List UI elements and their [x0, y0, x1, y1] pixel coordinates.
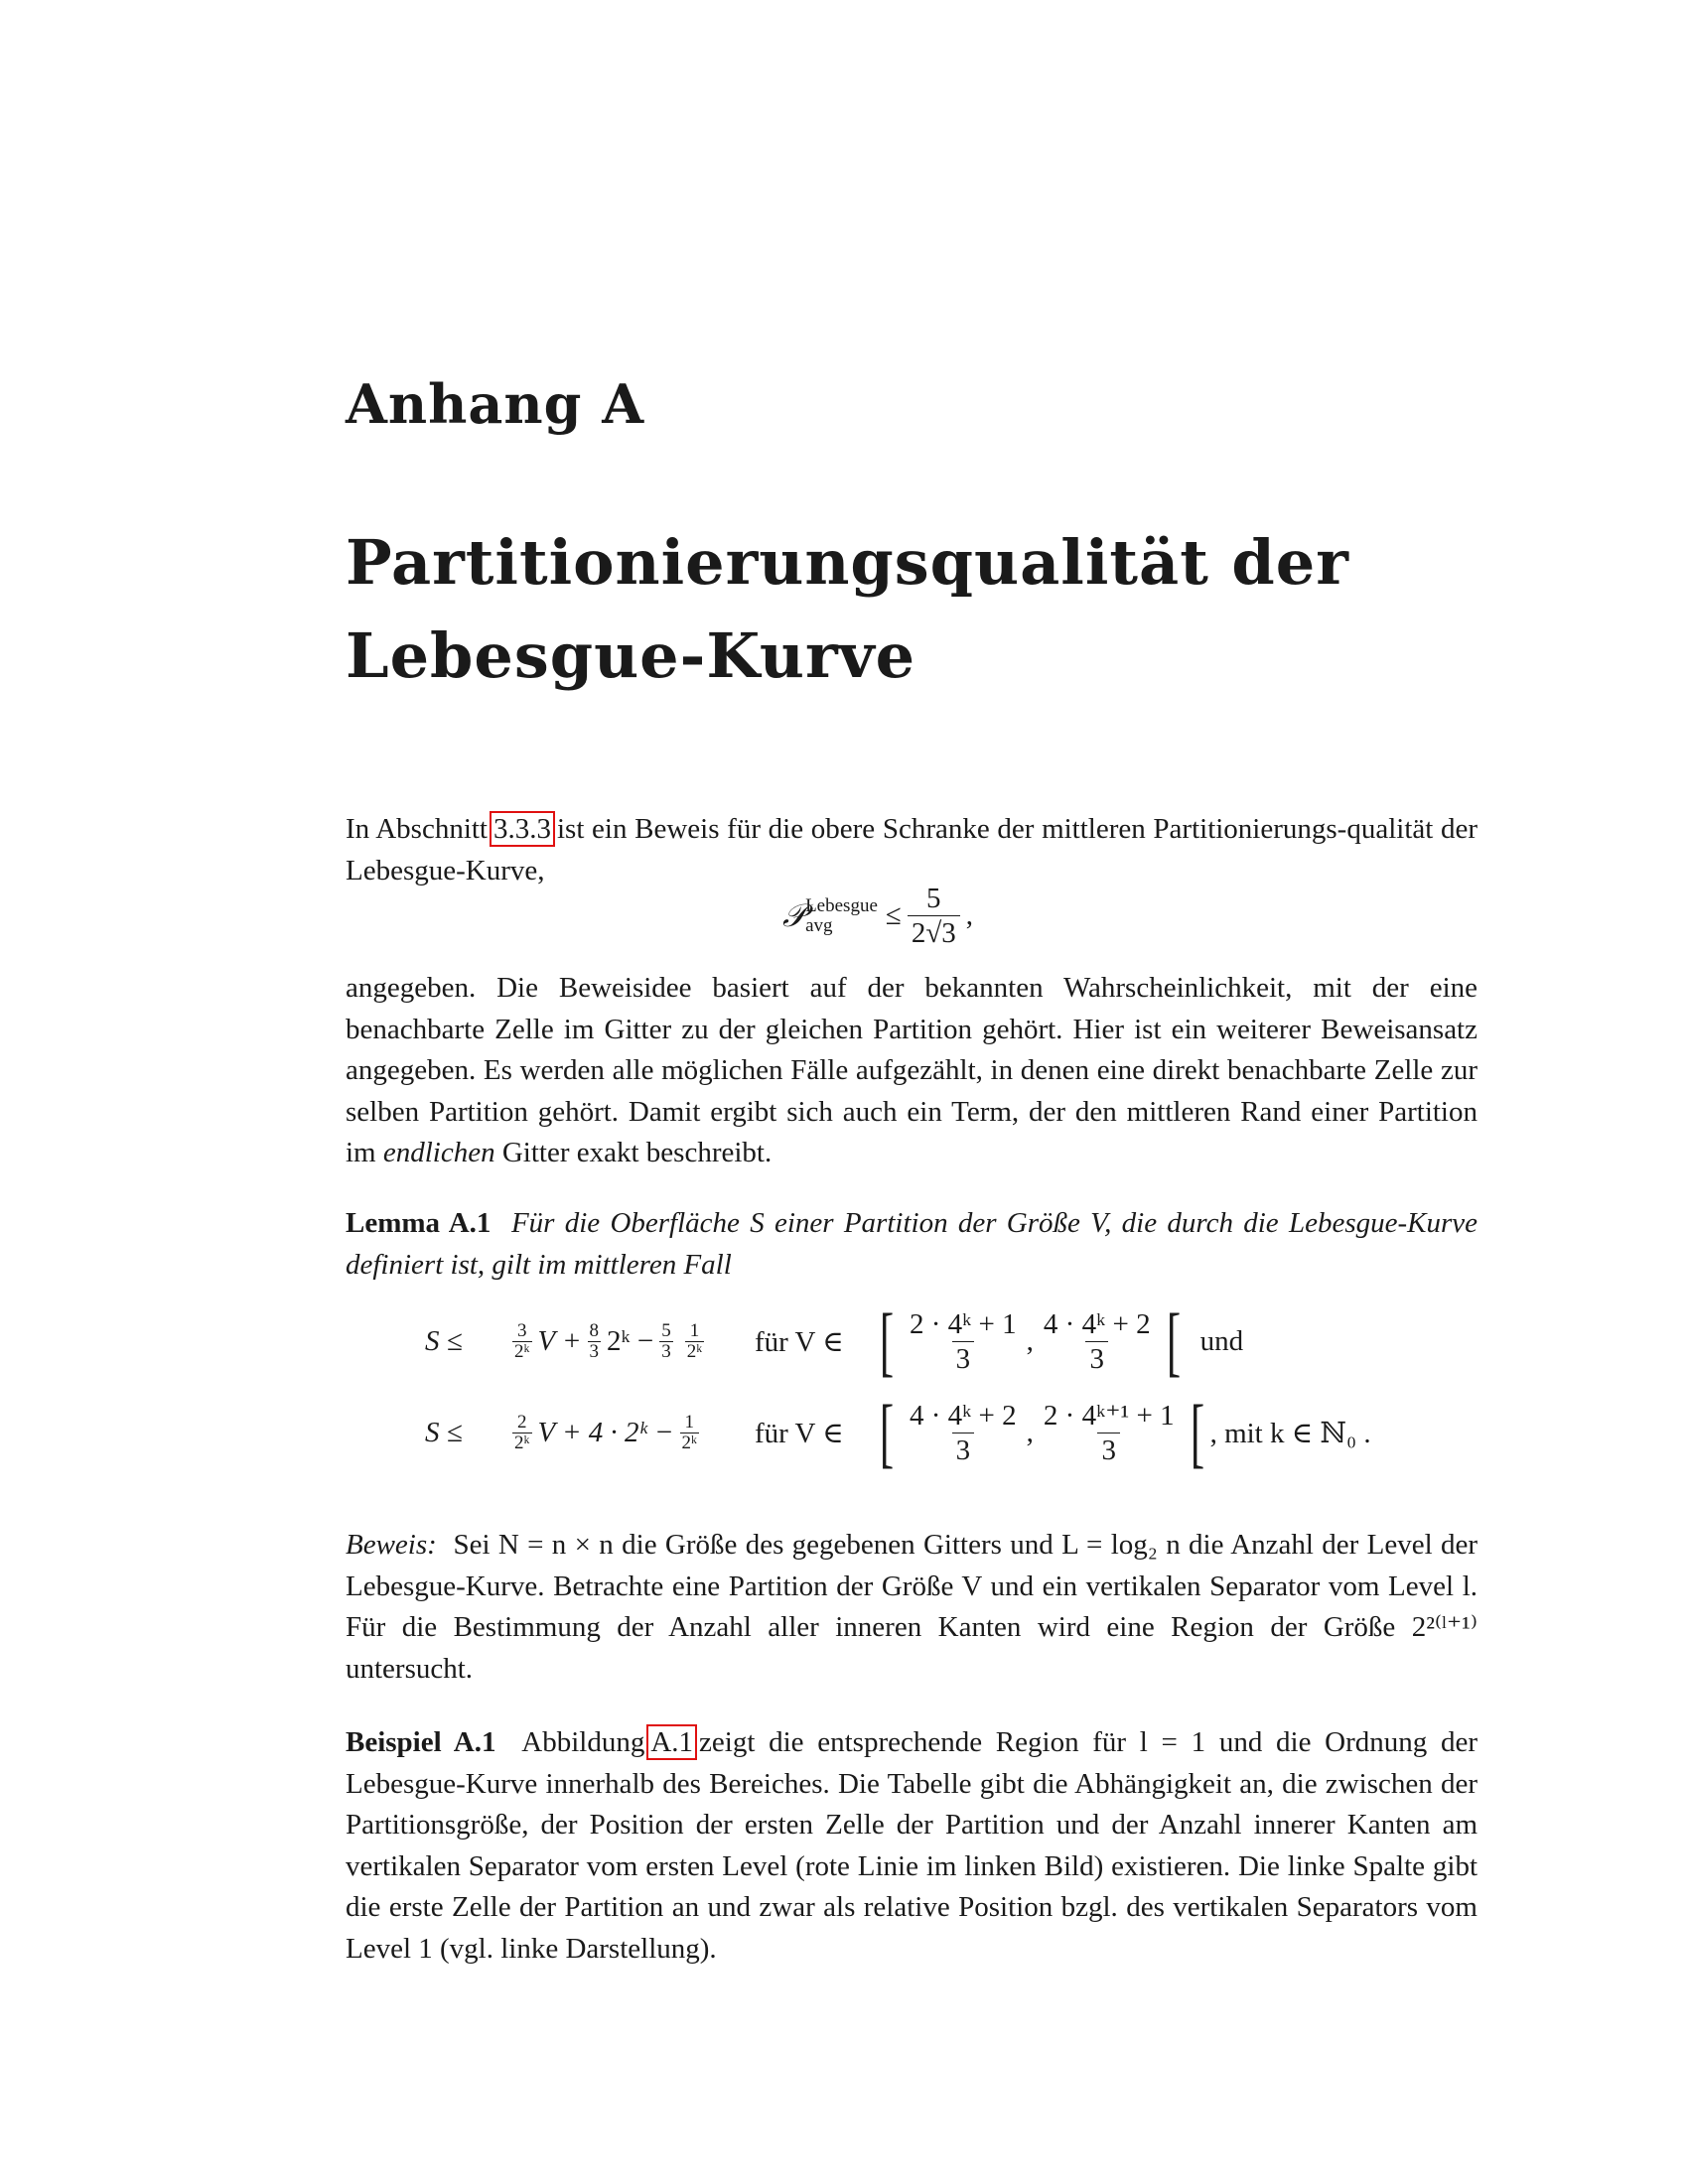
lemma-equations [425, 1296, 1477, 1478]
bound-formula [782, 882, 973, 950]
equation-lhs: S ≤ [425, 1416, 463, 1448]
lemma-statement: Für die Oberfläche S einer Partition der Größe V, die durch die Lebesgue-Kurve definiert ist, gilt im mittleren Fall [346, 1207, 1477, 1281]
proof-paragraph [346, 1525, 1477, 1690]
interval-left-bracket: [ [879, 1389, 895, 1475]
interval-left-bracket: [ [879, 1297, 895, 1384]
explanation-text-start: angegeben. Die Beweisidee basiert auf der bekannten Wahrscheinlichkeit, mit der eine benachbarte Zelle im Gitter zu der gleichen Partition gehört. Hier ist ein weiterer Beweisansatz angegeben. Es werden alle möglichen Fälle aufgezählt, in denen eine direkt benachbarte Zelle zur selben Partition gehört. Damit ergibt sich auch ein Term, der den mittleren Rand einer Partition im [346, 972, 1477, 1168]
chapter-title-line-1: Partitionierungsqualität der [346, 526, 1349, 599]
proof-label: Beweis: [346, 1529, 437, 1561]
intro-paragraph [346, 809, 1477, 891]
chapter-title [346, 516, 1477, 703]
formula-comma: , [965, 899, 973, 931]
example-text-end: zeigt die entsprechende Region für l = 1 und die Ordnung der Lebesgue-Kurve innerhalb des Bereiches. Die Tabelle gibt die Abhängigkeit an, die zwischen der Partitionsgröße, der Position der ersten Zelle der Partition und der Anzahl innerer Kanten am vertikalen Separator vom ersten Level (rote Linie im linken Bild) existieren. Die linke Spalte gibt die erste Zelle der Partition an und zwar als relative Position bzgl. des vertikalen Separators vom Level 1 (vgl. linke Darstellung). [346, 1726, 1477, 1965]
chapter-label: Anhang A [346, 372, 645, 436]
example-label: Beispiel A.1 [346, 1726, 496, 1758]
example-paragraph [346, 1722, 1477, 1970]
interval-right-bracket: [ [1190, 1389, 1204, 1475]
chapter-title-line-2: Lebesgue-Kurve [346, 619, 916, 692]
lemma-block [346, 1203, 1477, 1286]
proof-text: Sei N = n × n die Größe des gegebenen Gitters und L = log₂ n die Anzahl der Level der Lebesgue-Kurve. Betrachte eine Partition der Größe V und ein vertikalen Separator vom Level l. Für die Bestimmung der Anzahl aller inneren Kanten wird eine Region der Größe 2²⁽ˡ⁺¹⁾ untersucht. [346, 1529, 1477, 1685]
equation-condition: für V ∈ [755, 1417, 844, 1449]
explanation-text-end: Gitter exakt beschreibt. [501, 1137, 773, 1168]
formula-denominator: 2√3 [908, 915, 960, 950]
formula-fraction [908, 882, 960, 950]
emphasis-word: endlichen [382, 1137, 495, 1168]
formula-superscript: Lebesgue [805, 894, 878, 916]
section-reference-link[interactable]: 3.3.3 [490, 811, 555, 847]
example-text-start: Abbildung [521, 1726, 645, 1758]
explanation-paragraph [346, 968, 1477, 1174]
lemma-label: Lemma A.1 [346, 1207, 492, 1239]
equation-lhs: S ≤ [425, 1324, 463, 1357]
equation-expression: $\frac{3}{\text{2ᵏ}}$ V + $\frac{8}{3}$ 2ᵏ − $\frac{5}{3}$ $\frac{1}{\text{2ᵏ}}$ [514, 1319, 703, 1362]
equation-row-2: S ≤ $\frac{2}{\text{2ᵏ}}$ V + 4 · 2ᵏ − $\frac{1}{\text{2ᵏ}}$ für V ∈ [ $\frac{\text{4 · 4ᵏ + 2}}{3}$ , $\frac{\text{2 · 4ᵏ⁺¹ + 1}}{3}$ [ , mit k ∈ ℕ₀ . [425, 1389, 1371, 1475]
formula-symbol: 𝒫 [782, 896, 806, 933]
equation-tail: und [1199, 1324, 1244, 1357]
intro-text-start: In Abschnitt [346, 813, 488, 845]
interval-right-bracket: [ [1166, 1297, 1181, 1384]
equation-condition: für V ∈ [755, 1325, 844, 1358]
figure-reference-link[interactable]: A.1 [646, 1724, 697, 1760]
equation-row-1: S ≤ $\frac{3}{\text{2ᵏ}}$ V + $\frac{8}{3}$ 2ᵏ − $\frac{5}{3}$ $\frac{1}{\text{2ᵏ}}$ für V ∈ [ $\frac{\text{2 · 4ᵏ + 1}}{3}$ , $\frac{\text{4 · 4ᵏ + 2}}{3}$ [ und [425, 1297, 1244, 1384]
equation-expression: $\frac{2}{\text{2ᵏ}}$ V + 4 · 2ᵏ − $\frac{1}{\text{2ᵏ}}$ [514, 1411, 697, 1453]
equation-tail: , mit k ∈ ℕ₀ . [1209, 1417, 1371, 1449]
formula-relation: ≤ [885, 899, 902, 931]
formula-numerator: 5 [926, 883, 941, 914]
formula-subscript: avg [805, 914, 833, 936]
intro-text-end: ist ein Beweis für die obere Schranke der mittleren Partitionierungs-qualität der Lebesgue-Kurve, [346, 813, 1477, 887]
